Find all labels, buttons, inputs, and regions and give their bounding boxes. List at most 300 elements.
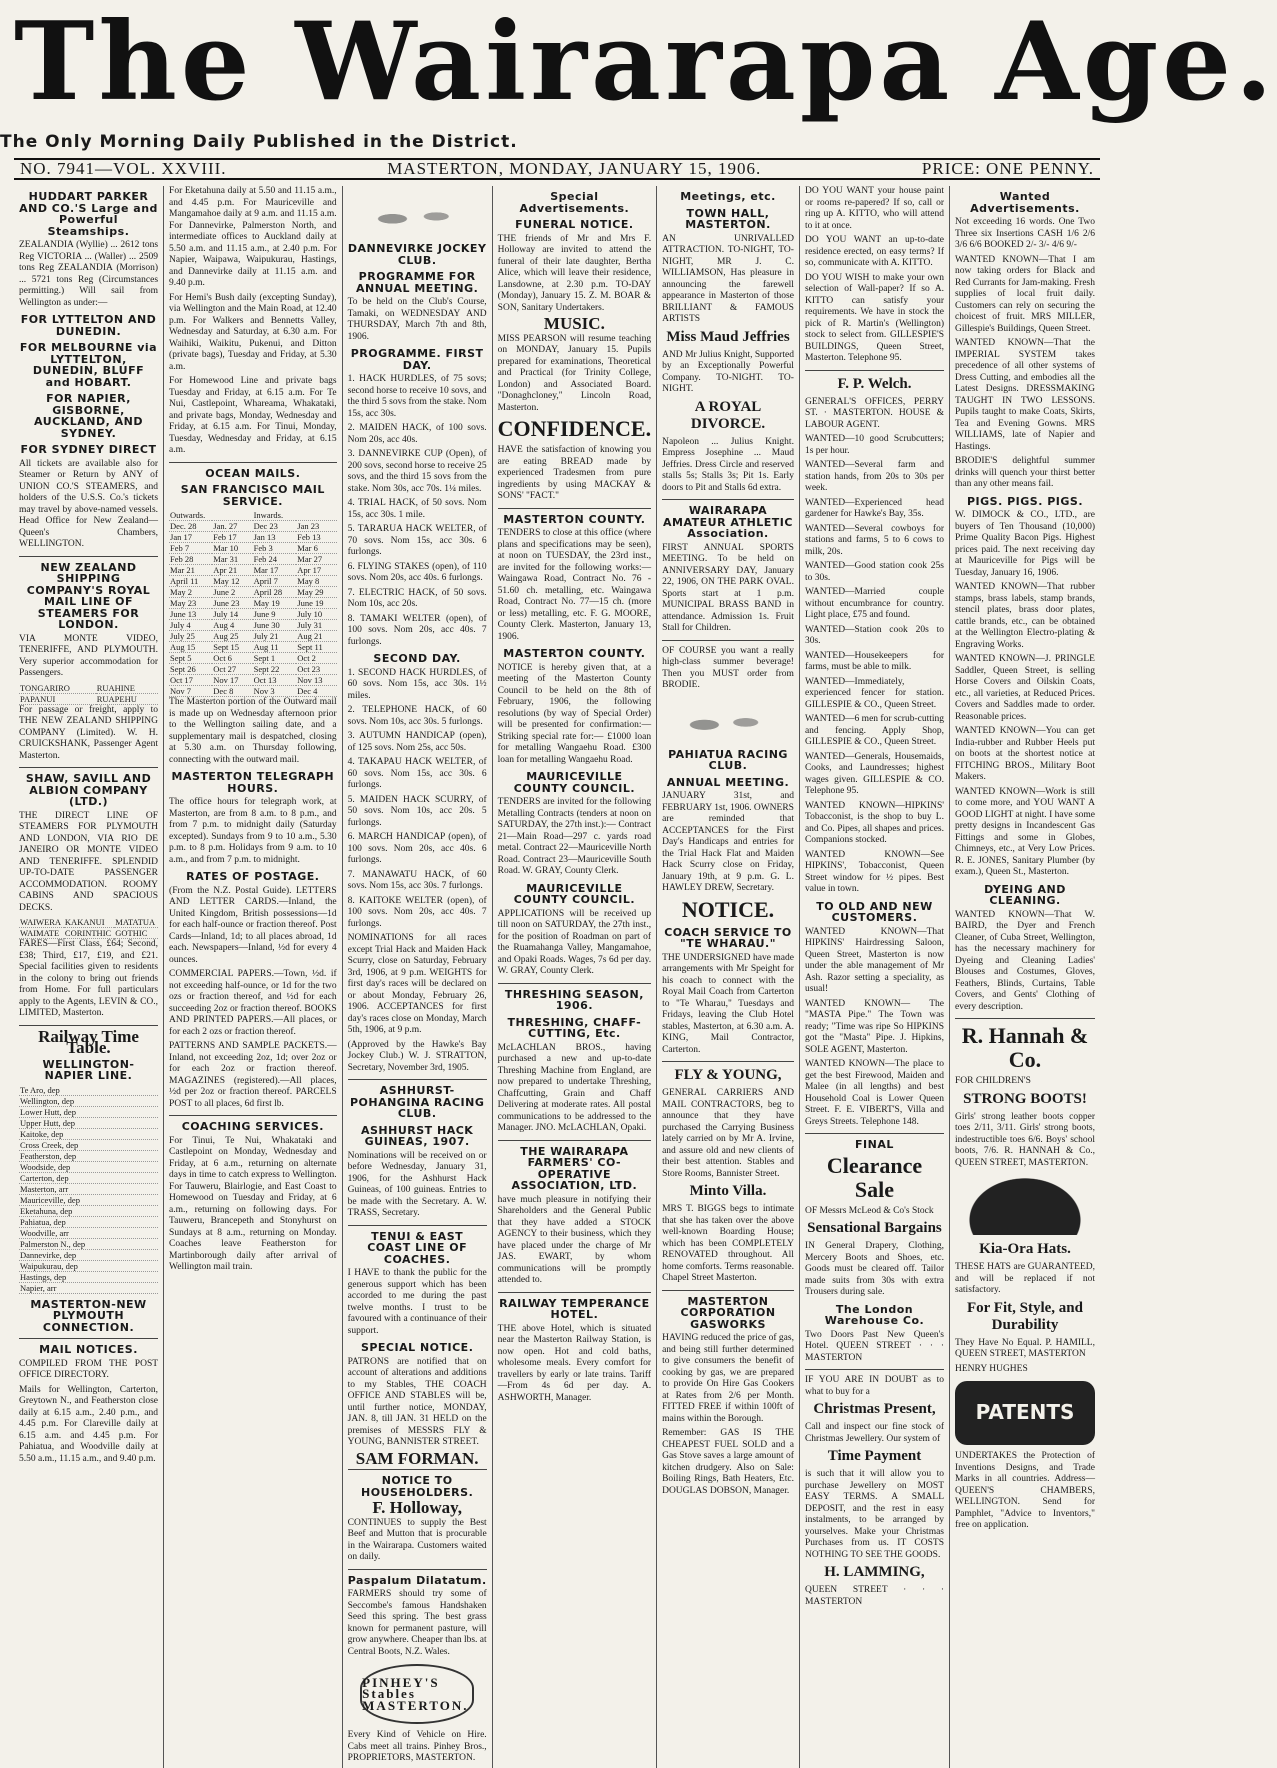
nzsc-text: For passage or freight, apply to THE NEW ZEALAND SHIPPING COMPANY (Limited). W. H. CRUICKSHANK, Passenger Agent Masterton. xyxy=(19,704,159,761)
station-name: Featherston, dep xyxy=(19,1150,158,1161)
mail-text: For Eketahuna daily at 5.50 and 11.15 a.m., and 4.45 p.m. For Mauriceville and Mangamahoe daily at 9 a.m. and 11.15 a.m. For Dannevirke, Palmerston North, and intermediate offices to Auckland daily at 5.50 a.m. and 11.15 a.m., at 2.40 p.m. For Napier, Waipawa, Waipukurau, Hastings, and Dannevirke daily at 11.15 a.m. and 9.40 p.m. xyxy=(169,186,337,288)
confidence-text: HAVE the satisfaction of knowing you are eating BREAD made by experienced Tradesmen from pure ingredients by using MACKAY & SONS' "FACT." xyxy=(497,445,652,501)
town-hall-text: AN UNRIVALLED ATTRACTION. TO-NIGHT, TO-NIGHT, MR J. C. WILLIAMSON, Has pleasure in announcing the farewell appearance in Masterton of those BRILLIANT & FAMOUS ARTISTS xyxy=(662,233,794,324)
mail-date: July 4 xyxy=(169,620,212,631)
ship-name: CORINTHIC xyxy=(64,928,114,939)
mail-date: Oct 27 xyxy=(212,664,252,675)
shipping-text: All tickets are available also for Steamer or Return by ANY of UNION CO.'S STEAMERS, and holders of the U.S.S. Co.'s tickets may travel by above-named vessels. Head Office for New Zealand—Queen's Chambers, WELLINGTON. xyxy=(19,458,159,549)
hat-illustration xyxy=(965,1175,1085,1235)
sf-mail-heading: SAN FRANCISCO MAIL SERVICE. xyxy=(180,483,325,508)
programme-text: To be held on the Club's Course, Tamaki, on WEDNESDAY AND THURSDAY, March 7th and 8th, 1906. xyxy=(347,297,487,342)
funeral-heading: FUNERAL NOTICE. xyxy=(515,218,634,231)
programme-text: (Approved by the Hawke's Bay Jockey Club.) W. J. STRATTON, Secretary, November 3rd, 1905. xyxy=(347,1039,487,1073)
pinhey-text: Every Kind of Vehicle on Hire. Cabs meet all trains. Pinhey Bros., PROPRIETORS, MASTERTON. xyxy=(347,1730,487,1763)
mail-date: Sept 15 xyxy=(212,642,252,653)
wanted-text: WANTED—6 men for scrub-cutting and fencing. Apply Shop, GILLESPIE & CO., Queen Street. xyxy=(804,714,944,747)
column-1 xyxy=(14,186,164,1768)
town-hall-text: Napoleon ... Julius Knight. Empress Josephine ... Maud Jeffries. Dress Circle and reserved stalls 5s; Stalls 3s; Pit 1s. Early doors to Pit and Stalls 6d extra. xyxy=(662,436,794,493)
dyeing-heading: DYEING AND CLEANING. xyxy=(984,882,1066,907)
wanted-text: WANTED KNOWN—That the IMPERIAL SYSTEM takes precedence of all other systems of Dress Cutting, and embodies all the Latest Designs. DRESSMAKING TAUGHT IN TWO LESSONS. Pupils taught to make Coats, Skirts, Tea and Evening Gowns. MRS WILLIAMS, late of Napier and Hastings. xyxy=(955,338,1095,452)
outwards-header: Outwards. xyxy=(169,510,253,521)
mail-notices-heading: MAIL NOTICES. xyxy=(39,1343,138,1356)
kia-ora-text: THESE HATS are GUARANTEED, and will be replaced if not satisfactory. xyxy=(955,1262,1095,1295)
station-name: Dannevirke, dep xyxy=(19,1249,158,1260)
station-name: Pahiatua, dep xyxy=(19,1216,158,1227)
ssa-heading: SHAW, SAVILL AND ALBION COMPANY (LTD.) xyxy=(25,772,152,808)
mail-text: For Hemi's Bush daily (excepting Sunday), via Wellington and the Main Road, at 12.40 p.m. For Walkers and Bennetts Valley, Wednesday and Saturday, at 6.30 a.m. For Waihiki, Waikitu, Pukenui, and Ditton (private bags), Tuesday and Friday, at 5.30 a.m. xyxy=(169,292,337,372)
mail-date: May 12 xyxy=(212,576,252,587)
kia-ora-heading: Kia-Ora Hats. xyxy=(979,1241,1071,1257)
race-item: 2. MAIDEN HACK, of 100 sovs. Nom 20s, acc 40s. xyxy=(347,423,487,445)
mail-date: Dec. 28 xyxy=(169,521,212,532)
wanted-item: WANTED—Experienced head gardener for Hawke's Bay, 35s. xyxy=(804,497,944,519)
race-item: 5. TARARUA HACK WELTER, of 70 sovs. Nom 15s, acc 30s. 6 furlongs. xyxy=(347,524,487,557)
station-name: Cross Creek, dep xyxy=(19,1139,158,1150)
coaching-heading: COACHING SERVICES. xyxy=(181,1120,324,1133)
bargains-heading: Sensational Bargains xyxy=(807,1220,942,1236)
mail-date: May 8 xyxy=(296,576,336,587)
mail-date: Mar 27 xyxy=(296,554,336,565)
kitto-text: DO YOU WISH to make your own selection of Wall-paper? If so A. KITTO can satisfy your requirements. We have in stock the pick of R. Martin's (Wellington) stock to select from. GILLESPIE'S BUILDINGS, Queen Street, Masterton. Telephone 95. xyxy=(804,272,944,363)
music-text: MISS PEARSON will resume teaching on MONDAY, January 15. Pupils prepared for examinations, Theoretical and Practical (for Trinity College, London) and Associated Board. "Donaghcloney," Lincoln Road, Masterton. xyxy=(497,333,652,413)
station-name: Napier, arr xyxy=(19,1282,158,1293)
club-heading: DANNEVIRKE JOCKEY CLUB. xyxy=(347,242,487,267)
ship-name: WAIMATE xyxy=(19,928,64,939)
mail-date: Nov 13 xyxy=(296,675,336,686)
programme-heading: PROGRAMME FOR ANNUAL MEETING. xyxy=(355,270,479,295)
mail-date: Feb 3 xyxy=(253,543,297,554)
paspalum-heading: Paspalum Dilatatum. xyxy=(347,1573,487,1587)
station-name: Kaitoke, dep xyxy=(19,1128,158,1139)
mail-date: Feb 28 xyxy=(169,554,212,565)
racehorse-illustration xyxy=(355,190,480,238)
strong-boots-heading: STRONG BOOTS! xyxy=(963,1090,1087,1107)
mail-date: Apr 17 xyxy=(296,565,336,576)
mail-date: May 19 xyxy=(253,598,297,609)
mail-date: Oct 2 xyxy=(296,653,336,664)
timetable-row xyxy=(19,1249,158,1260)
warehouse-text: Two Doors Past New Queen's Hotel. QUEEN STREET · · · MASTERTON xyxy=(804,1329,944,1363)
station-name: Waipukurau, dep xyxy=(19,1260,158,1271)
wanted-text: BRODIE'S delightful summer drinks will quench your thirst better than any other means fail. xyxy=(955,456,1095,489)
mail-date: Oct 23 xyxy=(296,664,336,675)
mail-date: Aug 25 xyxy=(212,631,252,642)
mail-date: July 21 xyxy=(253,631,297,642)
wanted-text: WANTED KNOWN—That W. BAIRD, the Dyer and French Cleaner, of Cuba Street, Wellington, has the necessary machinery for Dyeing and Cleaning Ladies' Blouses and Costumes, Gloves, Feathers, Blinds, Curtains, Table Covers, and Gents' Clothing of every description. xyxy=(955,909,1095,1012)
fly-young-heading: FLY & YOUNG, xyxy=(674,1067,782,1083)
mail-date: Oct 6 xyxy=(212,653,252,664)
coaching-text: For Tinui, Te Nui, Whakataki and Castlepoint on Monday, Wednesday and Friday, at 6 a.m., returning on alternate days in time to catch express to Wellington. For Tauweru, Blairlogie, and East Coast to Homewood on Tuesday and Friday, at 6 a.m., returning on following days. For Tauweru, Brancepeth and Stonyhurst on Sundays at 8 a.m., returning on Monday. Coaches leave Featherston for Martinborough daily after arrival of Wellington mail train. xyxy=(169,1135,337,1272)
nzsc-heading: NEW ZEALAND SHIPPING COMPANY'S ROYAL MAIL LINE OF STEAMERS FOR LONDON. xyxy=(26,560,151,631)
mail-date: April 7 xyxy=(253,576,297,587)
timetable-row xyxy=(19,1128,158,1139)
coach-service-text: THE UNDERSIGNED have made arrangements with Mr Speight for his coach to connect with the Royal Mail Coach from Carterton to "Te Wharau," Tuesdays and Fridays, leaving the Club Hotel stables, Masterton, at 6.30 a.m. A. KING, Mail Contractor, Carterton. xyxy=(662,952,794,1055)
masthead-title: The Wairarapa Age. xyxy=(14,0,1277,125)
race-list xyxy=(348,668,487,931)
postage-text: PATTERNS AND SAMPLE PACKETS.—Inland, not exceeding 2oz, 1d; over 2oz or for each 2oz or fraction thereof. MAGAZINES (registered).—All places, ½d per 2oz or fraction thereof. PARCELS POST to all places, 6d first lb. xyxy=(169,1041,337,1109)
special-ads-heading: Special Advertisements. xyxy=(519,190,630,215)
warehouse-heading: The London Warehouse Co. xyxy=(824,1302,925,1327)
wanted-text: WANTED KNOWN—J. PRINGLE Saddler, Queen Street, is selling Horse Covers and Oilskin Coats, etc., all varieties, at Reduced Prices. Covers and Saddles made to order. Reasonable prices. xyxy=(955,654,1095,722)
race-item: 5. MAIDEN HACK SCURRY, of 50 sovs. Nom 10s, acc 20s. 5 furlongs. xyxy=(347,794,487,828)
wanted-text: WANTED KNOWN—You can get India-rubber and Rubber Heels put on boots at the shortest notice at FITCHING BROS., Military Boot Makers. xyxy=(955,726,1095,782)
jewellery-text: IF YOU ARE IN DOUBT as to what to buy for a xyxy=(804,1375,944,1397)
mail-date: Feb 7 xyxy=(169,543,212,554)
race-item: 6. FLYING STAKES (open), of 110 sovs. Nom 20s, acc 40s. 6 furlongs. xyxy=(347,561,487,583)
mail-row xyxy=(169,565,337,576)
annual-meeting-heading: ANNUAL MEETING. xyxy=(666,775,790,789)
mail-date: May 29 xyxy=(296,587,336,598)
ship-name: RUAPEHU xyxy=(96,693,158,704)
welch-heading: F. P. Welch. xyxy=(837,375,912,392)
patents-text: UNDERTAKES the Protection of Inventions Designs, and Trade Marks in all countries. Address—QUEEN'S CHAMBERS, WELLINGTON. Send for Pamphlet, "Advice to Inventors," free on application. xyxy=(955,1451,1095,1530)
club-heading: ASHHURST-POHANGINA RACING CLUB. xyxy=(349,1084,485,1120)
mail-row xyxy=(169,598,337,609)
race-item: 7. ELECTRIC HACK, of 50 sovs. Nom 10s, acc 20s. xyxy=(347,587,487,609)
columns xyxy=(14,186,1100,1763)
mail-date: Jan. 27 xyxy=(212,521,252,532)
guineas-heading: ASHHURST HACK GUINEAS, 1907. xyxy=(360,1123,474,1148)
wanted-item: WANTED—Good station cook 25s to 30s. xyxy=(804,561,944,583)
mail-row xyxy=(169,620,337,631)
artist-name: Miss Maud Jeffries xyxy=(666,328,790,345)
mail-date: Oct 17 xyxy=(169,675,212,686)
christmas-heading: Christmas Present, xyxy=(813,1401,936,1417)
county-text: NOTICE is hereby given that, at a meeting of the Masterton County Council to be held on the 8th of February, 1906, the following resolutions (by way of Special Order) will be presented for confirmation:— Striking special rate for:— £1000 loan for metalling Wangaehu Road. £300 loan for metalling Wangaehu Road. xyxy=(497,662,652,765)
brodie-text: OF COURSE you want a really high-class summer beverage! Then you MUST order from BRODIE. xyxy=(662,645,794,690)
masthead xyxy=(14,0,1277,128)
funeral-text: THE friends of Mr and Mrs F. Holloway are invited to attend the funeral of their late daughter, Bertha Alice, which will leave their residence, Lansdowne, at 2.30 p.m. TO-DAY (Monday), January 15. Z. M. BOAR & SON, Sanitary Undertakers. xyxy=(497,233,652,313)
postage-text: COMMERCIAL PAPERS.—Town, ½d. if not exceeding half-ounce, or 1d for the two ozs or fraction thereof, and ½d for each succeeding 2oz or fraction thereof. BOOKS AND PRINTED PAPERS.—All places, or for each 2 ozs or fraction thereof. xyxy=(169,969,337,1037)
mail-row xyxy=(169,532,337,543)
ssa-text: THE DIRECT LINE OF STEAMERS FOR PLYMOUTH AND LONDON, VIA RIO DE JANEIRO OR MONTE VIDEO AND TENERIFFE. SPLENDID UP-TO-DATE PASSENGER ACCOMMODATION. ROOMY CABINS AND SPACIOUS DECKS. xyxy=(19,810,159,913)
pinhey-stables: PINHEY'S Stables MASTERTON. xyxy=(362,1674,469,1713)
timetable-row xyxy=(19,1085,158,1096)
mail-text: The Masterton portion of the Outward mail is made up on Wednesday afternoon prior to the Wellington sailing date, and a supplementary mail is despatched, closing at 5.30 a.m. on Thursday following, connecting with the outward mail. xyxy=(169,697,337,765)
county-heading: MAURICEVILLE COUNTY COUNCIL. xyxy=(513,881,636,906)
music-heading: MUSIC. xyxy=(543,314,605,333)
racing-text: JANUARY 31st, and FEBRUARY 1st, 1906. OWNERS are reminded that ACCEPTANCES for the First Day's Handicaps and entries for the Trial Hack Flat and Maiden Hack Scurry close on Friday, January 19th, at 9 p.m. G. L. HAWLEY DREW, Secretary. xyxy=(662,791,794,893)
station-name: Woodville, arr xyxy=(19,1227,158,1238)
mail-date: Oct 13 xyxy=(253,675,297,686)
timetable-row xyxy=(19,1161,158,1172)
mail-date: May 23 xyxy=(169,598,212,609)
ship-name: PAPANUI xyxy=(19,693,96,704)
column-6 xyxy=(800,186,950,1768)
mail-date: Sept 11 xyxy=(296,642,336,653)
mail-date: April 11 xyxy=(169,576,212,587)
ship-name: TONGARIRO xyxy=(19,683,96,694)
gasworks-text: HAVING reduced the price of gas, and being still further determined to give consumers the benefit of cooking by gas, we are prepared to provide On Hire Gas Cookers at Rates from 2/6 per Month. FITTED FREE if within 100ft of mains within the Borough. xyxy=(662,1333,794,1424)
guineas-text: Nominations will be received on or before Wednesday, January 31, 1906, for the Ashhurst Hack Guineas, of 100 guineas. Entries to be made with the Secretary. A. W. TRASS, Secretary. xyxy=(347,1150,487,1218)
county-text: TENDERS are invited for the following Metalling Contracts (tenders at noon on SATURDAY, the 27th inst.):— Contract 21—Main Road—297 c. yards road metal. Contract 22—Mauriceville North Road. Contract 23—Mauriceville South Road. W. GRAY, County Clerk. xyxy=(497,797,652,876)
wanted-text: WANTED KNOWN—The place to get the best Firewood, Maiden and Malee (in all lengths) and best Household Coal is Lower Queen Street. F. E. VIBERT'S, Villa and Greys Streets. Telephone 148. xyxy=(804,1059,944,1127)
mail-row xyxy=(169,653,337,664)
timetable-row xyxy=(19,1194,158,1205)
final-heading: FINAL xyxy=(855,1138,894,1151)
mail-date: June 9 xyxy=(253,609,297,620)
mail-date: Jan 13 xyxy=(253,532,297,543)
hannah-heading: R. Hannah & Co. xyxy=(961,1023,1089,1072)
station-name: Hastings, dep xyxy=(19,1271,158,1282)
minto-villa-heading: Minto Villa. xyxy=(689,1183,767,1199)
pinhey-carriage-logo xyxy=(360,1664,474,1724)
gasworks-text: Remember: GAS IS THE CHEAPEST FUEL SOLD and a Gas Stove saves a large amount of kitchen drudgery. Also on Sale: Boiling Rings, Bath Heaters, Etc. DOUGLAS DOBSON, Manager. xyxy=(662,1428,794,1496)
race-item: 4. TRIAL HACK, of 50 sovs. Nom 15s, acc 30s. 1 mile. xyxy=(347,498,487,520)
mail-date: July 10 xyxy=(296,609,336,620)
station-name: Woodside, dep xyxy=(19,1161,158,1172)
wanted-item: WANTED—Married couple without encumbrance for country. Light place, £75 and found. xyxy=(804,587,944,620)
householders-heading: NOTICE TO HOUSEHOLDERS. xyxy=(361,1474,474,1499)
mail-date: Jan 23 xyxy=(296,521,336,532)
coaches-heading: TENUI & EAST COAST LINE OF COACHES. xyxy=(367,1229,468,1266)
notice-heading: NOTICE. xyxy=(681,896,775,922)
column-5 xyxy=(657,186,800,1768)
route-heading: FOR MELBOURNE via LYTTELTON, DUNEDIN, BLUFF and HOBART. xyxy=(19,341,158,389)
mail-date: June 23 xyxy=(212,598,252,609)
meetings-heading: Meetings, etc. xyxy=(680,190,776,203)
ssa-text: FARES—First Class, £64; Second, £38; Third, £17, £19, and £21. Special facilities given to residents in the colony to bring out friends from Home. For full particulars apply to the Agents, LEVIN & CO., LIMITED, Masterton. xyxy=(19,939,159,1018)
telegraph-heading: MASTERTON TELEGRAPH HOURS. xyxy=(171,770,335,795)
lamming-heading: H. LAMMING, xyxy=(824,1564,925,1580)
threshing-sub: THRESHING, CHAFF-CUTTING, Etc. xyxy=(507,1015,642,1040)
mail-date: Nov 3 xyxy=(253,686,297,697)
column-2 xyxy=(164,186,343,1768)
station-name: Carterton, dep xyxy=(19,1172,158,1183)
county-text: APPLICATIONS will be received up till noon on SATURDAY, the 27th inst., for the position of Roadman on part of the Ruamahanga Valley, Mangamahoe, and Opaki Roads. Wages, 7s 6d per day. W. GRAY, County Clerk. xyxy=(497,908,652,976)
wanted-text: WANTED—Generals, Housemaids, Cooks, and Laundresses; highest wages given. GILLESPIE & CO. Telephone 95. xyxy=(804,751,944,796)
mail-date: July 31 xyxy=(296,620,336,631)
special-notice-heading: SPECIAL NOTICE. xyxy=(360,1341,474,1354)
mail-date: Mar 31 xyxy=(212,554,252,565)
station-name: Te Aro, dep xyxy=(19,1085,158,1096)
wanted-text: WANTED KNOWN— The "MASTA Pipe." The Town was ready; "Time was ripe So HIPKINS got the "Masta" Pipe. J. Hipkins, SOLE AGENT, Masterton. xyxy=(804,998,944,1055)
race-item: 8. KAITOKE WELTER (open), of 100 sovs. Nom 20s, acc 40s. 7 furlongs. xyxy=(347,895,487,929)
hannah-text: Girls' strong leather boots copper toes 2/11, 3/11. Girls' strong boots, indestructible toes 6/6. Boys' school boots, 7/6. R. HANNAH & Co., QUEEN STREET, MASTERTON. xyxy=(955,1111,1095,1168)
timetable-row xyxy=(19,1095,158,1106)
patents-badge: PATENTS xyxy=(955,1381,1095,1445)
ship-name: RUAHINE xyxy=(96,683,158,694)
race-item: 6. MARCH HANDICAP (open), of 100 sovs. Nom 20s, acc 40s. 6 furlongs. xyxy=(347,832,487,865)
time-payment-heading: Time Payment xyxy=(827,1448,922,1464)
race-item: 2. TELEPHONE HACK, of 60 sovs. Nom 10s, acc 30s. 5 furlongs. xyxy=(347,705,487,727)
telegraph-text: The office hours for telegraph work, at Masterton, are from 8 a.m. to 8 p.m., and from 7 p.m. to midnight daily (Saturday excepted). Sundays from 9 to 10 a.m., 5.30 p.m. to 8 p.m. Holidays from 9 a.m. to 10 a.m., and from 7 p.m. to midnight. xyxy=(169,797,337,865)
hamill-text: They Have No Equal. P. HAMILL, QUEEN STREET, MASTERTON xyxy=(955,1337,1095,1359)
fit-style-heading: For Fit, Style, and Durability xyxy=(967,1299,1083,1333)
special-notice-text: PATRONS are notified that on account of alterations and additions to my Stables, THE COACH OFFICE AND STABLES will be, until further notice, MONDAY, JAN. 8, till JAN. 31 HELD on the premises of MESSRS FLY & YOUNG, BANNISTER STREET. xyxy=(347,1356,487,1447)
wanted-text: WANTED KNOWN—HIPKINS' Tobacconist, is the shop to buy L. and Co. Pipes, all shapes and prices. Companions stocked. xyxy=(804,800,944,845)
county-heading: MASTERTON COUNTY. xyxy=(503,647,646,660)
mail-notices-sub: COMPILED FROM THE POST OFFICE DIRECTORY. xyxy=(19,1358,159,1380)
issue-date: MASTERTON, MONDAY, JANUARY 15, 1906. xyxy=(387,159,762,178)
county-text: TENDERS to close at this office (where plans and specifications may be seen), at noon on TUESDAY, the 23rd inst., are invited for the following works:— Waingawa Road, Contract No. 76 - 51.60 ch. metalling, etc. Waingawa Road, Contract No. 77—15 ch. (more or less) metalling, etc. F. G. MOORE, County Clerk. Masterton, January 13, 1906. xyxy=(497,528,652,642)
mail-date: Aug 21 xyxy=(296,631,336,642)
timetable-row xyxy=(19,1271,158,1282)
ocean-mails-heading: OCEAN MAILS. xyxy=(205,466,301,480)
wanted-text: WANTED—Immediately, experienced fencer for station. GILLESPIE & CO., Queen Street. xyxy=(804,676,944,710)
ship-name: MATATUA xyxy=(114,917,158,928)
ships-table xyxy=(19,683,158,705)
confidence-heading: CONFIDENCE. xyxy=(497,416,652,441)
mail-notices-text: Mails for Wellington, Carterton, Greytown N., and Featherston close daily at 6.15 a.m., 2.40 p.m., and 4.45 p.m. For Clareville daily at 6.15 a.m. and 4.45 p.m. For Pahiatua, and Woodville daily at 5.50 a.m., 11.15 a.m., and 9.40 p.m. xyxy=(19,1384,159,1464)
station-name: Wellington, dep xyxy=(19,1095,158,1106)
mail-date: July 14 xyxy=(212,609,252,620)
kitto-text: DO YOU WANT an up-to-date residence erected, on easy terms? If so, communicate with A. KITTO. xyxy=(804,235,944,268)
welch-text: GENERAL'S OFFICES, PERRY ST. · MASTERTON. HOUSE & LABOUR AGENT. xyxy=(804,396,944,430)
race-item: 3. AUTUMN HANDICAP (open), of 125 sovs. Nom 25s, acc 50s. xyxy=(347,731,487,753)
mail-date: Sept 5 xyxy=(169,653,212,664)
ships-table xyxy=(19,917,158,939)
wanted-text: WANTED KNOWN—That I am now taking orders for Black and Red Currants for Jam-making. Fresh supplies of local fruit daily. Customers can rely on securing the choicest of fruit. MRS MILLER, Gillespie's Buildings, Queen Street. xyxy=(955,254,1095,334)
column-3 xyxy=(343,186,493,1768)
nzsc-text: VIA MONTE VIDEO, TENERIFFE, AND PLYMOUTH. Very superior accommodation for Passengers. xyxy=(19,633,159,678)
timetable-row xyxy=(19,1183,158,1194)
mail-date: June 19 xyxy=(296,598,336,609)
racing-club-heading: PAHIATUA RACING CLUB. xyxy=(668,747,788,772)
first-day-heading: PROGRAMME. FIRST DAY. xyxy=(350,347,484,372)
column-4 xyxy=(493,186,657,1768)
timetable xyxy=(19,1085,158,1294)
town-hall-heading: TOWN HALL, MASTERTON. xyxy=(685,206,771,231)
farmers-text: have much pleasure in notifying their Shareholders and the General Public that they have added a STOCK AGENCY to their business, which they have placed under the charge of Mr JAS. EWART, by whom communications will be promptly attended to. xyxy=(497,1194,652,1285)
mail-row xyxy=(169,543,337,554)
jewellery-text: Call and inspect our fine stock of Christmas Jewellery. Our system of xyxy=(804,1422,944,1444)
holloway-text: CONTINUES to supply the Best Beef and Mutton that is procurable in the Wairarapa. Customers waited on daily. xyxy=(347,1517,487,1562)
mail-row xyxy=(169,686,337,697)
mail-date: Nov 17 xyxy=(212,675,252,686)
mail-date: Sept 26 xyxy=(169,664,212,675)
mail-date: June 30 xyxy=(253,620,297,631)
station-name: Eketahuna, dep xyxy=(19,1205,158,1216)
shipping-text: ZEALANDIA (Wyllie) ... 2612 tons Reg VICTORIA ... (Waller) ... 2509 tons Reg ZEALANDIA (Morrison) ... 5721 tons Reg (Circumstances permitting.) Will sail from Wellington as under:— xyxy=(19,240,159,308)
station-name: Upper Hutt, dep xyxy=(19,1117,158,1128)
hannah-text: FOR CHILDREN'S xyxy=(955,1076,1031,1086)
gasworks-heading: MASTERTON CORPORATION GASWORKS xyxy=(680,1294,776,1331)
wanted-text: WANTED KNOWN—That rubber stamps, brass labels, stamp brands, stencil plates, brass door plates, cattle brands, etc., can be obtained at the Wellington Electro-plating & Engraving Works. xyxy=(955,582,1095,650)
mail-date: Aug 11 xyxy=(253,642,297,653)
fly-young-text: GENERAL CARRIERS AND MAIL CONTRACTORS, beg to announce that they have purchased the Carrying Business lately carried on by Mr A. Irvine, and assure old and new clients of their best attention. Stables and Store Rooms, Bannister Street. xyxy=(662,1088,794,1179)
mail-date: Aug 4 xyxy=(212,620,252,631)
customers-heading: TO OLD AND NEW CUSTOMERS. xyxy=(816,899,933,924)
county-heading: MAURICEVILLE COUNTY COUNCIL. xyxy=(513,770,636,795)
mail-date: Dec 4 xyxy=(296,686,336,697)
wanted-item: WANTED—10 good Scrubcutters; 1s per hour. xyxy=(804,434,944,456)
mail-date: Nov 7 xyxy=(169,686,212,697)
mail-date: Jan 17 xyxy=(169,532,212,543)
mail-row xyxy=(169,609,337,620)
race-item: 3. DANNEVIRKE CUP (Open), of 200 sovs, second horse to receive 25 sovs, and the third 15 sovs from the stake. Nom 30s, acc 70s. 1¼ miles. xyxy=(347,449,487,494)
dateline xyxy=(14,158,1100,180)
mail-date: Feb 17 xyxy=(212,532,252,543)
station-name: Lower Hutt, dep xyxy=(19,1106,158,1117)
wanted-text: WANTED KNOWN—Work is still to come more, and YOU WANT A GOOD LIGHT at night. I have some pretty designs in Incandescent Gas Fittings and some in Globes, Chimneys, etc., at Very Low Prices. R. E. JONES, Sanitary Plumber (by exam.), Queen St., Masterton. xyxy=(955,786,1095,877)
coach-service-heading: COACH SERVICE TO "TE WHARAU." xyxy=(664,925,792,950)
mail-date: April 28 xyxy=(253,587,297,598)
wanted-text: WANTED KNOWN—See HIPKINS', Tobacconist, Queen Street window for ½ pipes. Best value in town. xyxy=(804,849,944,894)
ship-name: WAIWERA xyxy=(19,917,64,928)
mail-text: For Homewood Line and private bags Tuesday and Friday, at 6.15 a.m. For Te Nui, Castlepoint, Whareama, Whakataki, and private bags, Monday, Wednesday and Friday, at 6.15 a.m. For Tinui, Monday, Tuesday, Wednesday and Friday, at 6.15 a.m. xyxy=(169,376,337,455)
hotel-heading: RAILWAY TEMPERANCE HOTEL. xyxy=(499,1296,650,1321)
timetable-row xyxy=(19,1260,158,1271)
county-heading: MASTERTON COUNTY. xyxy=(503,512,646,526)
ocean-mail-table xyxy=(169,510,337,697)
kitto-text: DO YOU WANT your house paint or rooms re-papered? If so, call or ring up A. KITTO, who will attend to it at once. xyxy=(804,186,944,231)
mail-date: Dec 8 xyxy=(212,686,252,697)
postage-text: (From the N.Z. Postal Guide). LETTERS AND LETTER CARDS.—Inland, the United Kingdom, British possessions—1d for each half-ounce or fraction thereof. Post Cards—Inland, 1d; to all places abroad, 1d each. Newspapers—Inland, ½d for every 4 ounces. xyxy=(169,885,337,965)
race-item: 4. TAKAPAU HACK WELTER, of 60 sovs. Nom 15s, acc 30s. 6 furlongs. xyxy=(347,757,487,790)
play-title: A ROYAL DIVORCE. xyxy=(690,398,766,432)
wanted-item: WANTED—Housekeepers for farms, must be able to milk. xyxy=(804,650,944,672)
mail-date: Sept 22 xyxy=(253,664,297,675)
mail-date: Mar 10 xyxy=(212,543,252,554)
mail-date: Feb 24 xyxy=(253,554,297,565)
race-item: 8. TAMAKI WELTER (open), of 100 sovs. Nom 20s, acc 40s. 7 furlongs. xyxy=(347,613,487,647)
timetable-row xyxy=(19,1172,158,1183)
issue-number: NO. 7941—VOL. XXVIII. xyxy=(20,159,227,178)
mail-row xyxy=(169,664,337,675)
inwards-header: Inwards. xyxy=(253,510,337,521)
route-heading: FOR NAPIER, GISBORNE, AUCKLAND, AND SYDNEY. xyxy=(34,392,143,440)
wanted-item: WANTED—Several cowboys for stations and farms, 5 to 6 cows to milk, 20s. xyxy=(804,523,944,557)
clearance-text: IN General Drapery, Clothing, Mercery Boots and Shoes, etc. Goods must be cleared off. Tailor made suits from 30s with extra Trousers during sale. xyxy=(804,1241,944,1297)
coaches-text: I HAVE to thank the public for the generous support which has been accorded to me during the past twelve months. I trust to be favoured with a continuance of their support. xyxy=(347,1268,487,1336)
timetable-row xyxy=(19,1150,158,1161)
wanted-ads-heading: Wanted Advertisements. xyxy=(970,190,1080,215)
forman-name: SAM FORMAN. xyxy=(355,1448,479,1468)
mail-row xyxy=(169,521,337,532)
wanted-list xyxy=(805,434,944,674)
minto-villa-text: MRS T. BIGGS begs to intimate that she has taken over the above well-known Boarding House; which has been COMPLETELY RENOVATED throughout. All home comforts. Terms reasonable. Chapel Street Masterton. xyxy=(662,1204,794,1283)
athletic-text: FIRST ANNUAL SPORTS MEETING. To be held on ANNIVERSARY DAY, January 22, 1906, ON THE PARK OVAL. Sports start at 1 p.m. MUNICIPAL BRASS BAND in attendance. Admission 1s. Fruit Stall for Children. xyxy=(662,542,794,633)
holloway-name: F. Holloway, xyxy=(372,1498,462,1517)
mail-row xyxy=(169,642,337,653)
issue-price: PRICE: ONE PENNY. xyxy=(921,159,1094,178)
column-7 xyxy=(950,186,1100,1768)
mail-row xyxy=(169,675,337,686)
railway-line-heading: MASTERTON-NEW PLYMOUTH CONNECTION. xyxy=(30,1297,147,1334)
timetable-row xyxy=(19,1282,158,1293)
station-name: Palmerston N., dep xyxy=(19,1238,158,1249)
mail-date: July 25 xyxy=(169,631,212,642)
timetable-row xyxy=(19,1216,158,1227)
station-name: Mauriceville, dep xyxy=(19,1194,158,1205)
masthead-tagline: The Only Morning Daily Published in the District. xyxy=(0,132,518,152)
wanted-item: WANTED—Several farm and station hands, from 20s to 30s per week. xyxy=(804,460,944,493)
town-hall-text: AND Mr Julius Knight, Supported by an Exceptionally Powerful Company. TO-NIGHT. TO-NIGHT. xyxy=(662,349,794,394)
railway-heading: Railway Time Table. xyxy=(38,1026,139,1057)
hughes-name: HENRY HUGHES xyxy=(955,1363,1028,1374)
race-item: 1. HACK HURDLES, of 75 sovs; second horse to receive 10 sovs, and the third 5 sovs from the stake. Nom 15s, acc 30s. xyxy=(347,374,487,419)
timetable-row xyxy=(19,1139,158,1150)
mail-row xyxy=(169,587,337,598)
postage-heading: RATES OF POSTAGE. xyxy=(186,870,320,883)
wanted-item: WANTED—Station cook 20s to 30s. xyxy=(804,624,944,646)
clearance-sale-heading: Clearance Sale xyxy=(826,1152,923,1202)
timetable-row xyxy=(19,1106,158,1117)
mail-row xyxy=(169,576,337,587)
wanted-rates: Not exceeding 16 words. One Two Three six Insertions CASH 1/6 2/6 3/6 6/6 BOOKED 2/- 3/- 4/6 9/- xyxy=(955,217,1095,250)
pigs-text: W. DIMOCK & CO., LTD., are buyers of Ten Thousand (10,000) Prime Quality Bacon Pigs. Highest prices paid. The next receiving day at Mauriceville for Pigs will be Tuesday, January 16, 1906. xyxy=(955,510,1095,578)
clearance-text: OF Messrs McLeod & Co's Stock xyxy=(804,1205,934,1216)
mail-date: Mar 17 xyxy=(253,565,297,576)
mail-date: Sept 1 xyxy=(253,653,297,664)
timetable-row xyxy=(19,1205,158,1216)
programme-text: NOMINATIONS for all races except Trial Hack and Maiden Hack Scurry, close on Saturday, February 3rd, 1906, at 9 p.m. WEIGHTS for first day's races will be declared on or about Monday, February 26, 1906. ACCEPTANCES for first day's races close on Monday, March 5th, 1906, at 9 p.m. xyxy=(347,933,487,1035)
race-item: 7. MANAWATU HACK, of 60 sovs. Nom 15s, acc 30s. 7 furlongs. xyxy=(347,869,487,891)
mail-date: June 2 xyxy=(212,587,252,598)
athletic-heading: WAIRARAPA AMATEUR ATHLETIC Association. xyxy=(663,504,793,540)
timetable-row xyxy=(19,1227,158,1238)
